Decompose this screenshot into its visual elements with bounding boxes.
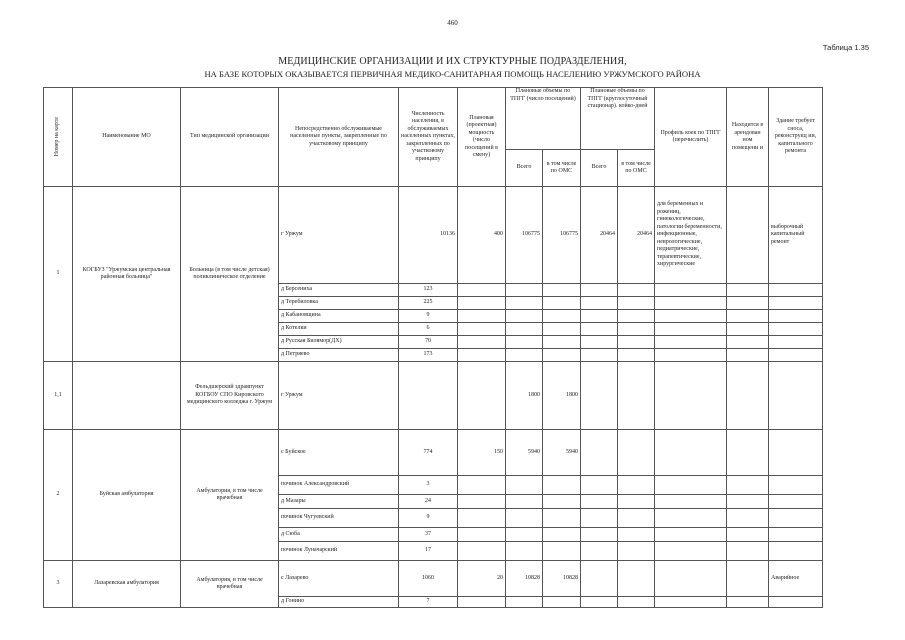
- header-visits-oms: в том числе по ОМС: [543, 150, 581, 187]
- population: 37: [399, 528, 458, 542]
- population: 17: [399, 542, 458, 561]
- header-name: Наименование МО: [73, 88, 181, 187]
- header-building: Здание требует сноса, реконструкц ии, капитального ремонта: [769, 88, 823, 187]
- settlement: д Гонино: [279, 597, 399, 608]
- beds-oms: 20464: [618, 187, 655, 284]
- header-tpgg-visits: Плановые объемы по ТПГГ (число посещений): [506, 88, 581, 150]
- population: 123: [399, 284, 458, 297]
- population: 9: [399, 509, 458, 528]
- table-row: [44, 187, 823, 284]
- population: 3: [399, 476, 458, 495]
- settlement: д Берсениха: [279, 284, 399, 297]
- header-rented: Находится в арендован ном помещени и: [727, 88, 769, 187]
- settlement: починок Чугуевский: [279, 509, 399, 528]
- population: 10136: [399, 187, 458, 284]
- header-beds-oms: в том числе по ОМС: [618, 150, 655, 187]
- building-status: выборочный капитальный ремонт: [769, 187, 823, 284]
- visits-total: 106775: [506, 187, 543, 284]
- settlement: починок Александровский: [279, 476, 399, 495]
- settlement: д Мазары: [279, 495, 399, 509]
- header-bed-profile: Профиль коек по ТПГГ (перечислить): [655, 88, 727, 187]
- settlement: д Русская Билямор(ДХ): [279, 336, 399, 349]
- visits-total: 10828: [506, 561, 543, 597]
- visits-total: 5940: [506, 430, 543, 476]
- settlement: с Лазарево: [279, 561, 399, 597]
- capacity: 150: [458, 430, 506, 476]
- organizations-table: [43, 87, 823, 608]
- population: 173: [399, 349, 458, 362]
- population: 9: [399, 310, 458, 323]
- header-settlements: Непосредственно обслуживаемые населенные пункты, закрепленные по участковому принципу: [279, 88, 399, 187]
- settlement: д Сюба: [279, 528, 399, 542]
- settlement: г Уржум: [279, 362, 399, 430]
- visits-oms: 1800: [543, 362, 581, 430]
- population: 225: [399, 297, 458, 310]
- header-num: Номер на карте: [44, 88, 73, 187]
- header-tpgg-beds: Плановые объемы по ТПГГ (круглосуточный стационар). койко-дней: [581, 88, 655, 150]
- org-type: Больница (в том числе детская) поликлиническое отделение: [181, 187, 279, 362]
- visits-oms: 106775: [543, 187, 581, 284]
- table-row: [44, 561, 823, 597]
- table-row: [44, 362, 823, 430]
- map-number: 2: [44, 430, 73, 561]
- rented-cell: [727, 187, 769, 284]
- population: 24: [399, 495, 458, 509]
- visits-oms: 5940: [543, 430, 581, 476]
- settlement: д Котелки: [279, 323, 399, 336]
- settlement: с Буйское: [279, 430, 399, 476]
- document-subtitle: НА БАЗЕ КОТОРЫХ ОКАЗЫВАЕТСЯ ПЕРВИЧНАЯ МЕДИКО-САНИТАРНАЯ ПОМОЩЬ НАСЕЛЕНИЮ УРЖУМСКОГО РАЙОНА: [204, 69, 701, 79]
- org-name: Лазаревская амбулатория: [73, 561, 181, 608]
- population: 6: [399, 323, 458, 336]
- header-beds-total: Всего: [581, 150, 618, 187]
- table-row: [44, 430, 823, 476]
- document-title: МЕДИЦИНСКИЕ ОРГАНИЗАЦИИ И ИХ СТРУКТУРНЫЕ ПОДРАЗДЕЛЕНИЯ,: [278, 56, 627, 67]
- population: 70: [399, 336, 458, 349]
- map-number: 1,1: [44, 362, 73, 430]
- org-type: Фельдшерский здравпункт КОГБОУ СПО Кировского медицинского колледжа г. Уржум: [181, 362, 279, 430]
- org-type: Амбулатория, в том числе врачебная: [181, 561, 279, 608]
- header-capacity: Плановая (проектная) мощность (число посещений в смену): [458, 88, 506, 187]
- map-number: 3: [44, 561, 73, 608]
- capacity: 400: [458, 187, 506, 284]
- population: 7: [399, 597, 458, 608]
- map-number: 1: [44, 187, 73, 362]
- header-population: Численность населения, в обслуживаемых населенных пунктах, закрепленных по участковому принципу: [399, 88, 458, 187]
- population: 774: [399, 430, 458, 476]
- org-type: Амбулатория, в том числе врачебная: [181, 430, 279, 561]
- org-name: КОГБУЗ "Уржумская центральная районная больница": [73, 187, 181, 362]
- header-visits-total: Всего: [506, 150, 543, 187]
- visits-total: 1800: [506, 362, 543, 430]
- settlement: починок Луначарский: [279, 542, 399, 561]
- header-type: Тип медицинской организации: [181, 88, 279, 187]
- settlement: д Кабановщина: [279, 310, 399, 323]
- beds-total: 20464: [581, 187, 618, 284]
- table-label: Таблица 1.35: [822, 43, 869, 52]
- visits-oms: 10828: [543, 561, 581, 597]
- population: 1060: [399, 561, 458, 597]
- settlement: г Уржум: [279, 187, 399, 284]
- page-number: 460: [447, 19, 458, 27]
- settlement: д Петряево: [279, 349, 399, 362]
- org-name: Буйская амбулатория: [73, 430, 181, 561]
- capacity: 20: [458, 561, 506, 597]
- building-status: Аварийное: [769, 561, 823, 597]
- settlement: д Теребиловка: [279, 297, 399, 310]
- bed-profile: для беременных и рожениц, гинекологические, патологии беременности, инфекционные, неврологические, педиатрические, терапевтические, хирургические: [655, 187, 727, 284]
